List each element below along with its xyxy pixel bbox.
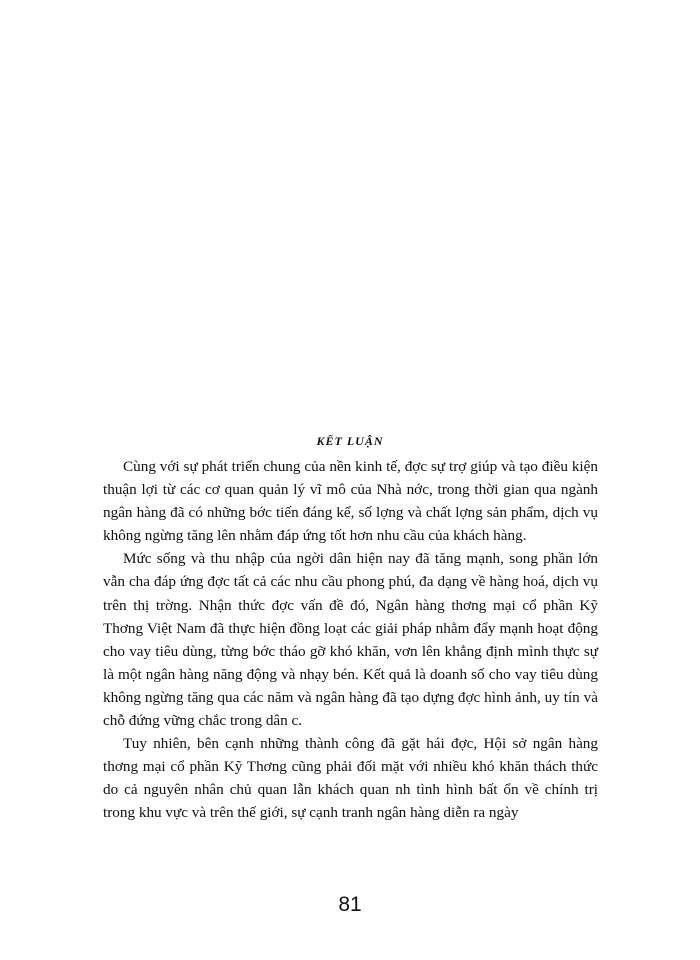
paragraph-1: Cùng với sự phát triển chung của nền kinh tế, đợc sự trợ giúp và tạo điều kiện thuận lợi từ các cơ quan quản lý vĩ mô của Nhà nớc, trong thời gian qua ngành ngân hàng đã có những bớc tiến đáng kể, số lợng và chất lợng sản phẩm, dịch vụ không ngừng tăng lên nhằm đáp ứng tốt hơn nhu cầu của khách hàng.: [103, 458, 598, 545]
page-number: 81: [338, 893, 362, 916]
body-text: [103, 455, 598, 825]
paragraph-3: Tuy nhiên, bên cạnh những thành công đã gặt hái đợc, Hội sở ngân hàng thơng mại cổ phần Kỹ Thơng cũng phải đối mặt với nhiều khó khăn thách thức do cả nguyên nhân chủ quan lẫn khách quan nh tình hình bất ổn về chính trị trong khu vực và trên thế giới, sự cạnh tranh ngân hàng diễn ra ngày: [103, 735, 598, 822]
paragraph-2: Mức sống và thu nhập của ngời dân hiện nay đã tăng mạnh, song phần lớn vẫn cha đáp ứng đợc tất cả các nhu cầu phong phú, đa dạng về hàng hoá, dịch vụ trên thị trờng. Nhận thức đợc vấn đề đó, Ngân hàng thơng mại cổ phần Kỹ Thơng Việt Nam đã thực hiện đồng loạt các giải pháp nhằm đẩy mạnh hoạt động cho vay tiêu dùng, từng bớc tháo gỡ khó khăn, vơn lên khẳng định mình thực sự là một ngân hàng năng động và nhạy bén. Kết quả là doanh số cho vay tiêu dùng không ngừng tăng qua các năm và ngân hàng đã tạo dựng đợc hình ảnh, uy tín và chỗ đứng vững chắc trong dân c.: [103, 550, 598, 730]
section-heading: KẾT LUẬN: [316, 434, 384, 448]
